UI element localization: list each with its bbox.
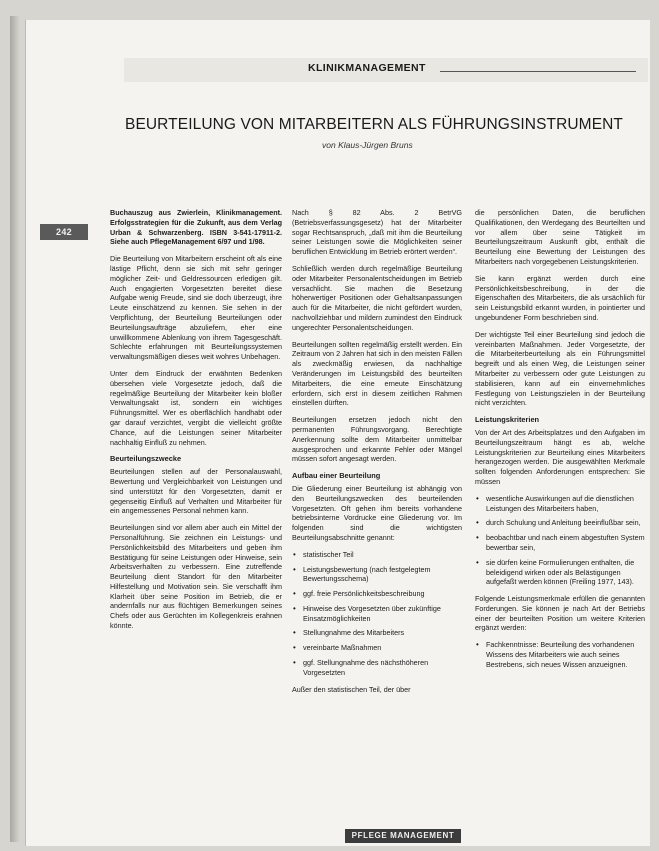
- bullet-list: [475, 640, 645, 669]
- paragraph: Die Gliederung einer Beurteilung ist abhängig von den Beurteilungszwecken des beurteilenden Vorgesetzten. Oft gehen ihm bereits vorhandene betriebsinterne Vordrucke eine Gliederung vor. Im folgenden sind die wichtigsten Beurteilungsabschnitte genannt:: [292, 483, 462, 542]
- list-item: • beobachtbar und nach einem abgestuften System bewertbar sein,: [475, 533, 645, 553]
- list-item: • Hinweise des Vorgesetzten über zukünftige Einsatzmöglichkeiten: [292, 604, 462, 624]
- paragraph: Die Beurteilung von Mitarbeitern erscheint oft als eine lästige Pflicht, denn sie sich mit sehr geringer möglicher Zeit- und Geldressourcen erledigen gilt. Auch engagierten Vorgesetzten bereitet diese Aufgabe wenig Freude, sind sie doch überzeugt, ihre Leute einschätzend zu kennen. Sie sehen in der Verpflichtung, der Beurteilung Beurteilungen oder Beurteilungsaufträge abzuliefern, eher eine unwillkommene Ablenkung von ihrem Tagesgeschäft. Schlechte erfahrungen mit Beurteilungssystemen verwaltungsmäßigen dieses weit wohres Unbehagen.: [110, 254, 282, 362]
- text-column-3: [475, 208, 645, 677]
- header-rule: [440, 71, 636, 72]
- paragraph: Außer den statistischen Teil, der über: [292, 684, 411, 694]
- text-column-1: [110, 208, 282, 638]
- section-heading: Leistungskriterien: [475, 415, 540, 425]
- page-number-badge: 242: [40, 224, 88, 240]
- magazine-logo: PFLEGE MANAGEMENT: [345, 829, 461, 843]
- paragraph: Beurteilungen ersetzen jedoch nicht den permanenten Führungsvorgang. Berechtigte Anerkennung sollte dem Mitarbeiter unmittelbar ausgesprochen und erkannte Fehler oder Mängel müssen sofort angesagt werden.: [292, 415, 462, 464]
- paragraph: Von der Art des Arbeitsplatzes und den Aufgaben im Beurteilungszeitraum hängt es ab, welche Leistungskriterien zur Beurteilung eines Mitarbeiters herangezogen werden. Die ausgewählten Merkmale sollten folgenden Anforderungen entsprechen: Sie müssen: [475, 427, 645, 486]
- list-item: • ggf. freie Persönlichkeitsbeschreibung: [292, 589, 462, 599]
- section-heading: Beurteilungszwecke: [110, 454, 182, 464]
- bullet-list: [475, 494, 645, 587]
- paragraph: Sie kann ergänzt werden durch eine Persönlichkeitsbeschreibung, in der die Eigenschaften des Mitarbeiters, die als ursächlich für sein Leistungsbild erkannt wurden, in pointierter und ungebundener Form beschrieben sind.: [475, 273, 645, 322]
- list-item: • ggf. Stellungnahme des nächsthöheren Vorgesetzten: [292, 658, 462, 678]
- article-title: BEURTEILUNG VON MITARBEITERN ALS FÜHRUNGSINSTRUMENT: [125, 116, 623, 133]
- list-item: • durch Schulung und Anleitung beeinflußbar sein,: [475, 518, 645, 528]
- paragraph: Unter dem Eindruck der erwähnten Bedenken übersehen viele Vorgesetzte jedoch, daß die regelmäßige Beurteilung der Mitarbeiter kein bloßer Verwaltungsakt ist, sondern ein wichtiges Führungsmittel. Wer es oberflächlich handhabt oder gar darauf verzichtet, vergibt die vielleicht größte Chance, auf die Leistungen seiner Mitarbeiter nachhaltig Einfluß zu nehmen.: [110, 368, 282, 447]
- list-item: • statistischer Teil: [292, 550, 462, 560]
- paragraph: Beurteilungen stellen auf der Personalauswahl, Bewertung und Vergleichbarkeit von Leistungen und sind unterstützt für den Vorgesetzten, damit er gegenseitig Einfluß auf Verhalten und Mitarbeiter für ein angemessenes Personal nehmen kann.: [110, 467, 282, 516]
- list-item: • Stellungnahme des Mitarbeiters: [292, 628, 462, 638]
- section-heading: Aufbau einer Beurteilung: [292, 471, 381, 481]
- list-item: • wesentliche Auswirkungen auf die dienstlichen Leistungen des Mitarbeiters haben,: [475, 494, 645, 514]
- section-label: KLINIKMANAGEMENT: [308, 62, 426, 74]
- article-author: von Klaus-Jürgen Bruns: [322, 140, 413, 150]
- list-item: • vereinbarte Maßnahmen: [292, 643, 462, 653]
- paragraph: Nach § 82 Abs. 2 BetrVG (Betriebsverfassungsgesetz) hat der Mitarbeiter sogar Rechtsanspruch, „daß mit ihm die Beurteilung seiner Leistungen sowie die Möglichkeiten seiner beruflichen Entwicklung im Betrieb erörtert werden“.: [292, 208, 462, 257]
- paragraph: Beurteilungen sind vor allem aber auch ein Mittel der Personalführung. Sie zeichnen ein Leistungs- und Persönlichkeitsbild des Mitarbeiters und geben ihm Bestätigung für seine Leistungen oder Hinweise, sein Arbeitsverhalten zu verbessern. Eine zutreffende Beurteilung dient Standort für den Mitarbeiter Hilfestellung und Motivation sein. Sie verschafft ihm Klarheit über seine Position im Betrieb, die er andernfalls nur aus flüchtigen Bemerkungen seines Chefs oder aus Gerüchten im Kollegenkreis erahnen könnte.: [110, 523, 282, 631]
- list-item: • sie dürfen keine Formulierungen enthalten, die beleidigend wirken oder als Belästigungen aufgefaßt werden können (Freiling 1977, 143).: [475, 558, 645, 587]
- paragraph: die persönlichen Daten, die beruflichen Qualifikationen, den Werdegang des Beurteilten und vor allem über seine Tätigkeit im Beurteilungszeitraum Auskunft gibt, enthält die Beurteilung eine Bewertung der Leistungen des Mitarbeiters nach vorgegebenen Leistungskriterien.: [475, 208, 645, 266]
- paragraph: Der wichtigste Teil einer Beurteilung sind jedoch die vereinbarten Maßnahmen. Jeder Vorgesetzte, der die Mitarbeiterbeurteilung als ein Führungsmittel begreift und als einen Weg, die Leistungen seiner Mitarbeiter zu verbessern oder gute Leistungen zu stabilisieren, kann auf ein einvernehmliches Festlegung von Leistungszielen in der Beurteilung nicht verzichten.: [475, 329, 645, 408]
- text-column-2: [292, 208, 462, 701]
- intro-note: Buchauszug aus Zwierlein, Klinikmanagement. Erfolgsstrategien für die Zukunft, aus dem Verlag Urban & Schwarzenberg. ISBN 3-541-17911-2. Siehe auch PflegeManagement 6/97 und 1/98.: [110, 208, 282, 247]
- list-item: • Leistungsbewertung (nach festgelegtem Bewertungsschema): [292, 565, 462, 585]
- list-item: • Fachkenntnisse: Beurteilung des vorhandenen Wissens des Mitarbeiters wie auch seines Bestrebens, sich neues Wissen anzueignen.: [475, 640, 645, 669]
- book-binding-shadow: [10, 16, 20, 842]
- paragraph: Beurteilungen sollten regelmäßig erstellt werden. Ein Zeitraum von 2 Jahren hat sich in den meisten Fällen als zweckmäßig erwiesen, da nachhaltige Veränderungen im Leistungsbild des beurteilten Mitarbeiters, die eine erneute Einschätzung erfordern, sich erst in diesem zeitlichen Rahmen einstellen dürften.: [292, 339, 462, 408]
- paragraph: Schließlich werden durch regelmäßige Beurteilung oder Mitarbeiter Personalentscheidungen im Betrieb versachlicht. Sie machen die Besetzung höherwertiger Positionen oder Gehaltsanpassungen auch für die Mitarbeiter, die nicht gefördert wurden, nachvollziehbar und mildern zumindest den Eindruck ungerechter Personalentscheidungen.: [292, 263, 462, 332]
- bullet-list: [292, 550, 462, 678]
- paragraph: Folgende Leistungsmerkmale erfüllen die genannten Forderungen. Sie können je nach Art der Betriebs einer der beurteilten Position um weitere Kriterien ergänzt werden:: [475, 594, 645, 633]
